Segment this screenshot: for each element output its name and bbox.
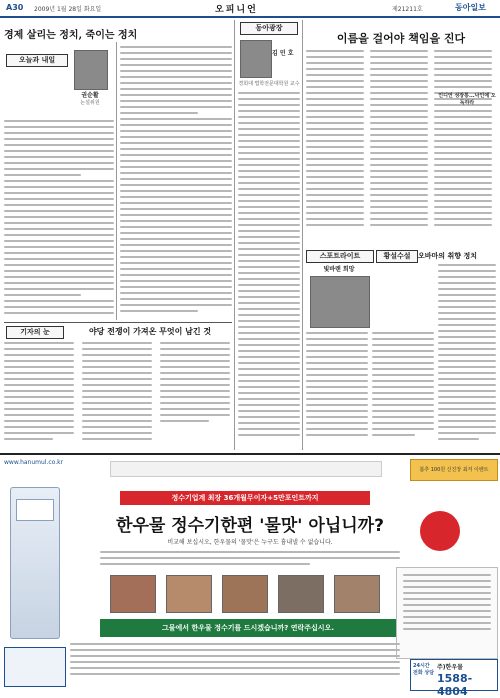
column-today-tomorrow	[4, 20, 138, 320]
col3-author: 김 민 호	[272, 50, 294, 57]
ad-side-info	[396, 567, 498, 659]
ad-right-promo-box	[410, 459, 498, 481]
column-divider	[234, 20, 235, 450]
ad-url: www.hanumul.co.kr	[4, 459, 64, 466]
column-box-text	[438, 264, 496, 450]
fda-badge-icon	[420, 511, 460, 551]
ad-promo-banner: 정수기업계 최장 36개월무이자+5만포인트까지	[120, 491, 370, 505]
store-directory	[70, 643, 400, 687]
ad-description-lines	[100, 551, 400, 567]
col1-author-title: 논설위원	[80, 100, 100, 106]
col2-body-text	[4, 342, 232, 450]
hotline-label: 24시간 전화 상담	[413, 663, 435, 676]
col1-column-name: 오늘과 내일	[6, 54, 68, 67]
spotlight-label: 스포트라이트	[306, 250, 374, 263]
right-subtitle-box: 인디언 성장통...낙인에 오독하라	[438, 93, 496, 106]
column-divider	[302, 20, 303, 450]
right-body-text	[306, 50, 496, 240]
col1-headline: 경제 살리는 정치, 죽이는 정치	[4, 30, 138, 41]
section-title: 오피니언	[215, 5, 258, 15]
purifier-display-icon	[16, 499, 54, 521]
page-header	[0, 0, 500, 18]
issue-date: 2009년 1월 28일 화요일	[34, 6, 102, 13]
testimonial-photo-3	[222, 575, 268, 613]
col1-author: 권순활	[81, 92, 99, 99]
col1-continued-text	[120, 42, 232, 320]
col3-author-title: 경희대 법학전문대학원 교수	[238, 81, 300, 87]
store-location-box	[4, 647, 66, 687]
ad-right-promo: 봄추 100원 신진장 최저 이벤트	[419, 467, 489, 473]
right-headline: 이름을 걸어야 책임을 진다	[336, 32, 466, 45]
section-rule	[4, 322, 232, 323]
hotline-phone: 1588-4804	[437, 672, 473, 698]
edition-number: 제21211호	[392, 6, 423, 13]
ad-top-banner	[110, 461, 382, 477]
author-photo	[74, 50, 108, 90]
advertisement	[0, 453, 500, 698]
testimonial-photo-4	[278, 575, 324, 613]
ad-headline: 한우물 정수기한편 '물맛' 아닙니까?	[116, 516, 384, 536]
col2-headline: 야당 전쟁이 가져온 무엇이 남긴 것	[88, 326, 212, 336]
testimonial-photo-5	[334, 575, 380, 613]
column-divider	[116, 42, 117, 320]
newspaper-logo: 동아일보	[455, 3, 486, 12]
company-name: 주)한우물	[437, 664, 463, 671]
col2-column-name: 기자의 눈	[6, 326, 64, 339]
spotlight-body-text	[306, 332, 434, 450]
author-photo	[240, 40, 272, 78]
column-box-headline: 오바마의 취향 정치	[418, 251, 477, 260]
col3-column-name: 동아광장	[240, 22, 298, 35]
page-number: A30	[6, 3, 24, 12]
ad-slogan: 그물에서 한우물 정수기를 드시겠습니까? 연락주십시오.	[100, 619, 396, 637]
ad-contact-box	[410, 659, 498, 698]
col1-body-text	[4, 120, 114, 318]
spotlight-subtitle: 빛바랜 희망	[323, 266, 355, 273]
testimonial-photo-2	[166, 575, 212, 613]
column-donga-square	[238, 20, 300, 450]
spotlight-photo	[310, 276, 370, 328]
testimonial-photo-1	[110, 575, 156, 613]
column-box-label: 황설수설	[376, 250, 418, 263]
ad-subtitle: 비교해 보십시오, 한우물의 '물맛'은 누구도 흉내낼 수 없습니다.	[167, 539, 333, 546]
